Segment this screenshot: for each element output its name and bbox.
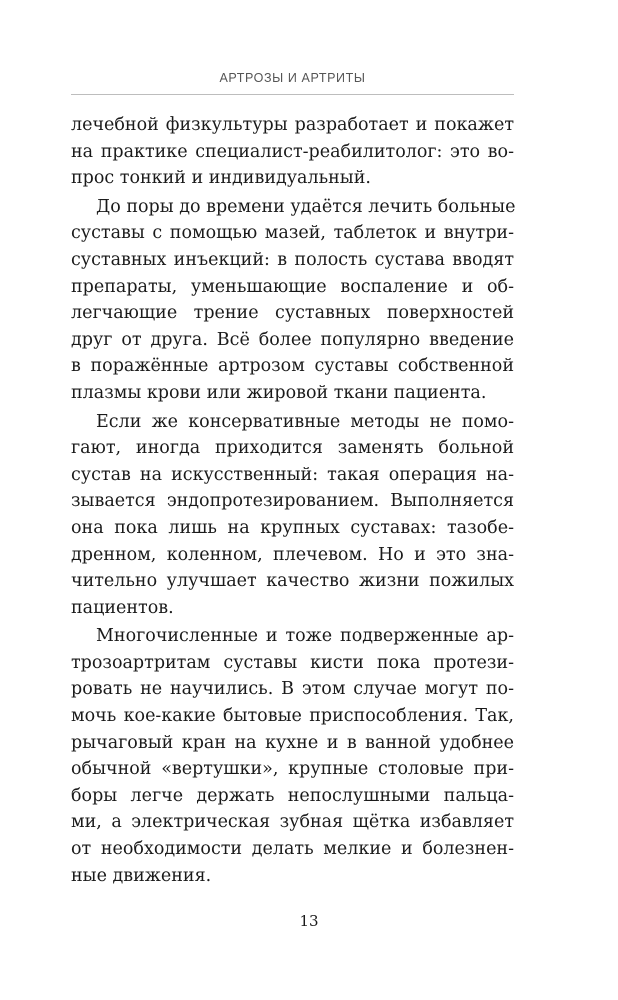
body-text <box>71 112 514 889</box>
text-line: препараты, уменьшающие воспаление и об- <box>71 276 514 297</box>
text-line: пациентов. <box>71 597 174 618</box>
running-head: АРТРОЗЫ И АРТРИТЫ <box>219 71 366 85</box>
text-line: трозоартритам суставы кисти пока протези- <box>71 652 514 673</box>
text-line: от необходимости делать мелкие и болезнен- <box>71 839 514 860</box>
text-line: суставы с помощью мазей, таблеток и внутри- <box>71 223 514 244</box>
text-line: Если же консервативные методы не помо- <box>96 411 514 432</box>
text-line: она пока лишь на крупных суставах: тазобе- <box>71 517 514 538</box>
text-line: дренном, коленном, плечевом. Но и это зна- <box>71 544 514 565</box>
text-line: зывается эндопротезированием. Выполняется <box>71 491 514 512</box>
text-line: ми, а электрическая зубная щётка избавляет <box>71 812 514 833</box>
text-line: суставных инъекций: в полость сустава вводят <box>71 249 514 270</box>
page-number: 13 <box>299 912 319 930</box>
text-line: гают, иногда приходится заменять больной <box>71 438 514 459</box>
text-line: лечебной физкультуры разработает и покажет <box>71 115 514 135</box>
text-line: обычной «вертушки», крупные столовые при- <box>71 759 514 780</box>
text-line: легчающие трение суставных поверхностей <box>71 303 514 324</box>
text-line: чительно улучшает качество жизни пожилых <box>71 571 514 592</box>
text-line: прос тонкий и индивидуальный. <box>71 168 371 189</box>
header-rule <box>71 94 514 95</box>
text-line: плазмы крови или жировой ткани пациента. <box>71 382 487 403</box>
paragraph <box>71 112 514 192</box>
paragraph <box>71 409 514 622</box>
text-line: Многочисленные и тоже подверженные ар- <box>96 626 514 647</box>
paragraph <box>71 623 514 889</box>
text-line: мочь кое-какие бытовые приспособления. Так, <box>71 706 514 727</box>
text-line: До поры до времени удаётся лечить больные <box>96 196 516 217</box>
text-line: на практике специалист-реабилитолог: это во- <box>71 141 514 162</box>
text-line: в поражённые артрозом суставы собственной <box>71 356 514 377</box>
text-line: рычаговый кран на кухне и в ванной удобнее <box>71 732 514 753</box>
text-line: ровать не научились. В этом случае могут по- <box>71 679 514 700</box>
text-line: сустав на искусственный: такая операция на- <box>71 464 514 485</box>
text-line: боры легче держать непослушными пальца- <box>71 785 514 806</box>
text-line: ные движения. <box>71 865 212 886</box>
text-line: друг от друга. Всё более популярно введение <box>71 329 514 350</box>
paragraph <box>71 194 514 407</box>
